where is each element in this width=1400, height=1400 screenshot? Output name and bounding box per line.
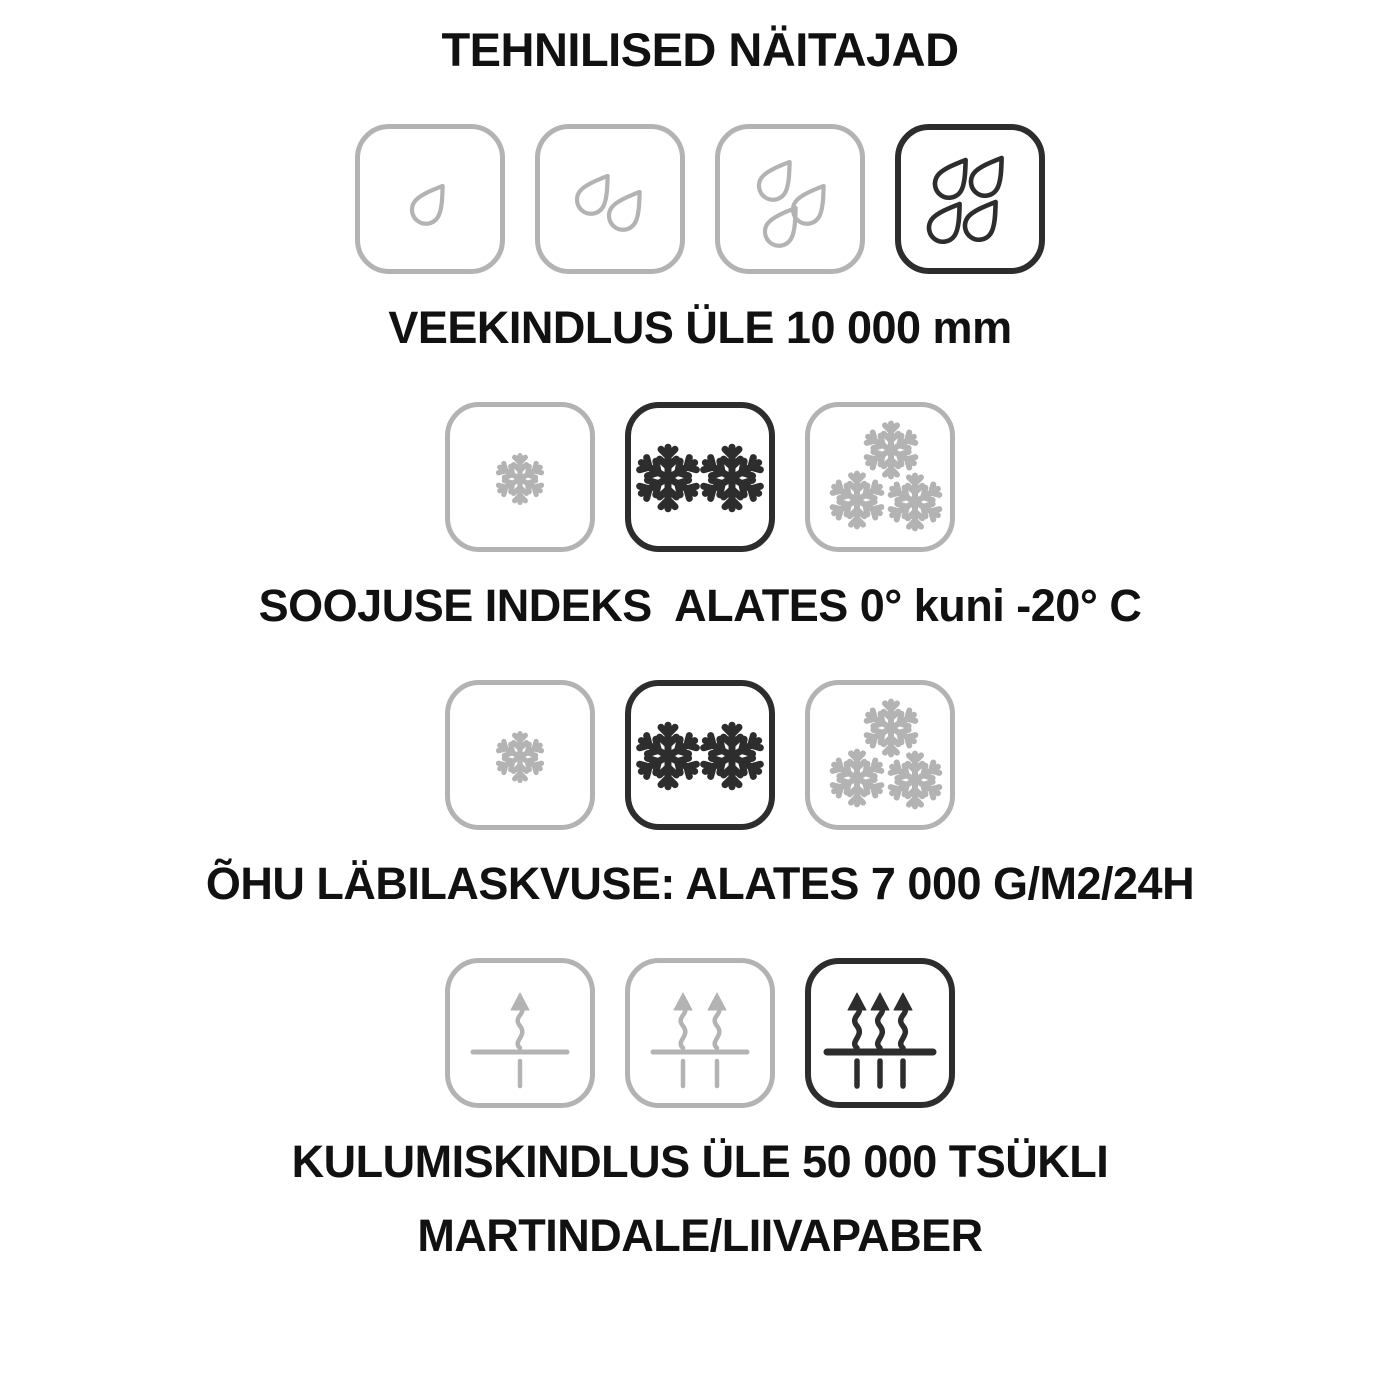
spec-sections	[206, 76, 1194, 1262]
abrasion-resistance-rating-boxes	[445, 958, 955, 1108]
abrasion-resistance-level-3-box-selected	[805, 958, 955, 1108]
abrasion-resistance-level-1-box	[445, 958, 595, 1108]
vapor-arrows-icon	[811, 964, 949, 1102]
droplet-icon	[901, 130, 1039, 268]
droplet-icon	[361, 130, 499, 268]
spec-row-waterproofness	[206, 76, 1194, 354]
warmth-index-caption: SOOJUSE INDEKS ALATES 0° kuni -20° C	[258, 580, 1142, 631]
abrasion-resistance-level-2-box	[625, 958, 775, 1108]
air-permeability-caption: ÕHU LÄBILASKVUSE: ALATES 7 000 G/M2/24H	[205, 858, 1195, 909]
abrasion-resistance-caption-line2: MARTINDALE/LIIVAPABER	[417, 1210, 983, 1261]
warmth-index-level-2-box-selected	[625, 402, 775, 552]
spec-row-air-permeability	[206, 632, 1194, 910]
droplet-icon	[541, 130, 679, 268]
waterproofness-level-1-box	[355, 124, 505, 274]
vapor-arrows-icon	[451, 964, 589, 1102]
snowflake-icon	[811, 686, 949, 824]
waterproofness-caption: VEEKINDLUS ÜLE 10 000 mm	[388, 302, 1012, 353]
waterproofness-rating-boxes	[355, 124, 1045, 274]
warmth-index-level-3-box	[805, 402, 955, 552]
snowflake-icon	[451, 408, 589, 546]
droplet-icon	[721, 130, 859, 268]
spec-row-abrasion-resistance	[206, 910, 1194, 1262]
warmth-index-rating-boxes	[445, 402, 955, 552]
waterproofness-level-3-box	[715, 124, 865, 274]
air-permeability-rating-boxes	[445, 680, 955, 830]
vapor-arrows-icon	[631, 964, 769, 1102]
snowflake-icon	[631, 408, 769, 546]
spec-row-warmth-index	[206, 354, 1194, 632]
page-title: TEHNILISED NÄITAJAD	[441, 23, 959, 76]
waterproofness-level-2-box	[535, 124, 685, 274]
snowflake-icon	[631, 686, 769, 824]
air-permeability-level-3-box	[805, 680, 955, 830]
air-permeability-level-2-box-selected	[625, 680, 775, 830]
waterproofness-level-4-box-selected	[895, 124, 1045, 274]
abrasion-resistance-caption: KULUMISKINDLUS ÜLE 50 000 TSÜKLI	[291, 1136, 1109, 1187]
air-permeability-level-1-box	[445, 680, 595, 830]
warmth-index-level-1-box	[445, 402, 595, 552]
snowflake-icon	[811, 408, 949, 546]
snowflake-icon	[451, 686, 589, 824]
